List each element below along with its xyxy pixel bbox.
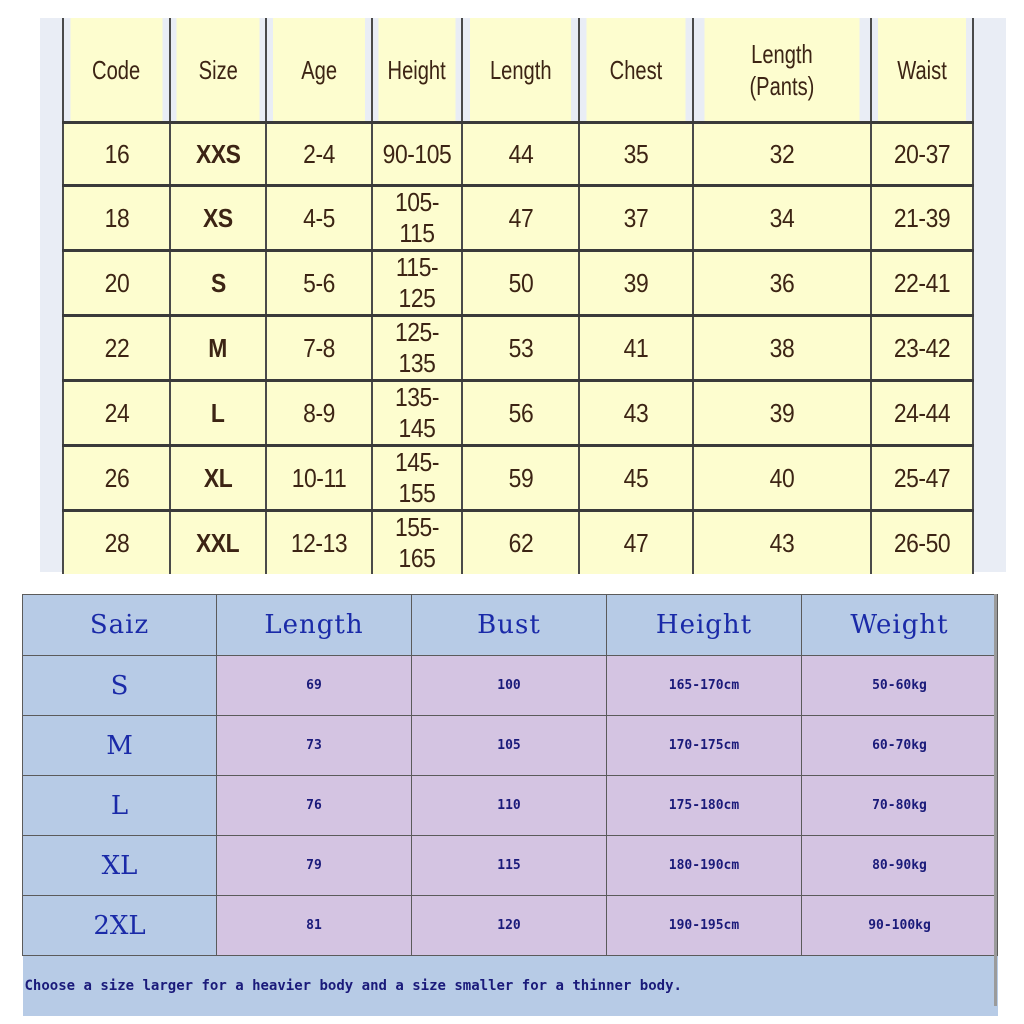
kids-cell-code: 22 <box>63 316 170 381</box>
kids-cell-chest: 39 <box>579 251 693 316</box>
adult-cell-size: M <box>23 716 217 776</box>
kids-header-length-pants: Length (Pants) <box>704 18 861 123</box>
adult-cell-weight: 50-60kg <box>802 656 998 716</box>
kids-cell-length: 47 <box>462 186 579 251</box>
kids-cell-chest: 37 <box>579 186 693 251</box>
kids-cell-waist: 22-41 <box>871 251 973 316</box>
adult-header-saiz: Saiz <box>23 595 217 656</box>
adult-cell-length: 73 <box>217 716 412 776</box>
kids-cell-waist: 24-44 <box>871 381 973 446</box>
adult-cell-weight: 70-80kg <box>802 776 998 836</box>
kids-cell-size: M <box>170 316 266 381</box>
adult-cell-length: 69 <box>217 656 412 716</box>
kids-cell-chest: 43 <box>579 381 693 446</box>
kids-cell-waist: 20-37 <box>871 123 973 186</box>
kids-header-height: Height <box>377 18 456 123</box>
kids-header-age: Age <box>272 18 365 123</box>
adult-cell-size: 2XL <box>23 896 217 956</box>
adult-cell-length: 79 <box>217 836 412 896</box>
adult-cell-size: L <box>23 776 217 836</box>
kids-cell-size: XXS <box>170 123 266 186</box>
kids-header-row <box>63 18 973 123</box>
adult-cell-size: S <box>23 656 217 716</box>
adult-cell-height: 190-195cm <box>607 896 802 956</box>
kids-cell-length-pants: 36 <box>693 251 871 316</box>
adult-table-row <box>23 896 998 956</box>
adult-cell-weight: 60-70kg <box>802 716 998 776</box>
adult-cell-bust: 115 <box>412 836 607 896</box>
kids-cell-waist: 26-50 <box>871 511 973 575</box>
kids-header-length: Length <box>469 18 572 123</box>
size-advice-note: Choose a size larger for a heavier body and a size smaller for a thinner body. <box>23 956 998 1017</box>
kids-cell-height: 90-105 <box>372 123 462 186</box>
kids-cell-size: XXL <box>170 511 266 575</box>
adult-cell-weight: 90-100kg <box>802 896 998 956</box>
adult-table-row <box>23 716 998 776</box>
kids-header-size: Size <box>176 18 260 123</box>
kids-cell-length-pants: 40 <box>693 446 871 511</box>
kids-table-row <box>63 446 973 511</box>
kids-cell-code: 18 <box>63 186 170 251</box>
adult-size-table <box>22 594 998 1016</box>
adult-header-weight: Weight <box>802 595 998 656</box>
kids-cell-code: 28 <box>63 511 170 575</box>
kids-cell-chest: 47 <box>579 511 693 575</box>
kids-cell-height: 105-115 <box>372 186 462 251</box>
adult-header-row <box>23 595 998 656</box>
adult-header-height: Height <box>607 595 802 656</box>
adult-cell-bust: 120 <box>412 896 607 956</box>
kids-cell-height: 125-135 <box>372 316 462 381</box>
kids-cell-height: 115-125 <box>372 251 462 316</box>
kids-cell-code: 16 <box>63 123 170 186</box>
kids-cell-length-pants: 32 <box>693 123 871 186</box>
kids-cell-length-pants: 34 <box>693 186 871 251</box>
kids-table-row <box>63 511 973 575</box>
kids-cell-size: XS <box>170 186 266 251</box>
kids-cell-age: 10-11 <box>266 446 372 511</box>
kids-cell-length: 59 <box>462 446 579 511</box>
kids-cell-code: 24 <box>63 381 170 446</box>
kids-cell-size: XL <box>170 446 266 511</box>
adult-note-row <box>23 956 998 1017</box>
kids-cell-code: 26 <box>63 446 170 511</box>
adult-cell-height: 175-180cm <box>607 776 802 836</box>
kids-table-row <box>63 381 973 446</box>
adult-cell-bust: 110 <box>412 776 607 836</box>
kids-cell-chest: 45 <box>579 446 693 511</box>
adult-cell-height: 170-175cm <box>607 716 802 776</box>
kids-cell-length: 56 <box>462 381 579 446</box>
kids-cell-height: 135-145 <box>372 381 462 446</box>
kids-cell-age: 7-8 <box>266 316 372 381</box>
kids-table-row <box>63 251 973 316</box>
kids-cell-age: 12-13 <box>266 511 372 575</box>
kids-cell-age: 5-6 <box>266 251 372 316</box>
kids-header-code: Code <box>69 18 163 123</box>
kids-header-chest: Chest <box>586 18 686 123</box>
kids-header-waist: Waist <box>877 18 967 123</box>
kids-cell-length: 44 <box>462 123 579 186</box>
kids-cell-chest: 41 <box>579 316 693 381</box>
kids-cell-length-pants: 38 <box>693 316 871 381</box>
kids-cell-waist: 23-42 <box>871 316 973 381</box>
adult-cell-bust: 100 <box>412 656 607 716</box>
kids-cell-size: L <box>170 381 266 446</box>
kids-cell-waist: 21-39 <box>871 186 973 251</box>
adult-cell-length: 76 <box>217 776 412 836</box>
kids-table-row <box>63 316 973 381</box>
adult-header-length: Length <box>217 595 412 656</box>
adult-header-bust: Bust <box>412 595 607 656</box>
kids-cell-code: 20 <box>63 251 170 316</box>
kids-cell-length: 62 <box>462 511 579 575</box>
adult-size-chart <box>22 594 997 1006</box>
adult-cell-height: 180-190cm <box>607 836 802 896</box>
kids-cell-height: 145-155 <box>372 446 462 511</box>
adult-cell-length: 81 <box>217 896 412 956</box>
kids-cell-length-pants: 39 <box>693 381 871 446</box>
kids-cell-chest: 35 <box>579 123 693 186</box>
kids-size-table <box>62 18 974 574</box>
adult-table-row <box>23 776 998 836</box>
adult-cell-height: 165-170cm <box>607 656 802 716</box>
adult-table-row <box>23 836 998 896</box>
adult-cell-size: XL <box>23 836 217 896</box>
adult-table-row <box>23 656 998 716</box>
kids-cell-age: 8-9 <box>266 381 372 446</box>
kids-table-row <box>63 123 973 186</box>
kids-table-row <box>63 186 973 251</box>
adult-cell-weight: 80-90kg <box>802 836 998 896</box>
kids-cell-length: 53 <box>462 316 579 381</box>
kids-cell-length: 50 <box>462 251 579 316</box>
kids-cell-waist: 25-47 <box>871 446 973 511</box>
kids-cell-age: 4-5 <box>266 186 372 251</box>
kids-cell-length-pants: 43 <box>693 511 871 575</box>
adult-cell-bust: 105 <box>412 716 607 776</box>
kids-cell-age: 2-4 <box>266 123 372 186</box>
kids-cell-size: S <box>170 251 266 316</box>
kids-cell-height: 155-165 <box>372 511 462 575</box>
